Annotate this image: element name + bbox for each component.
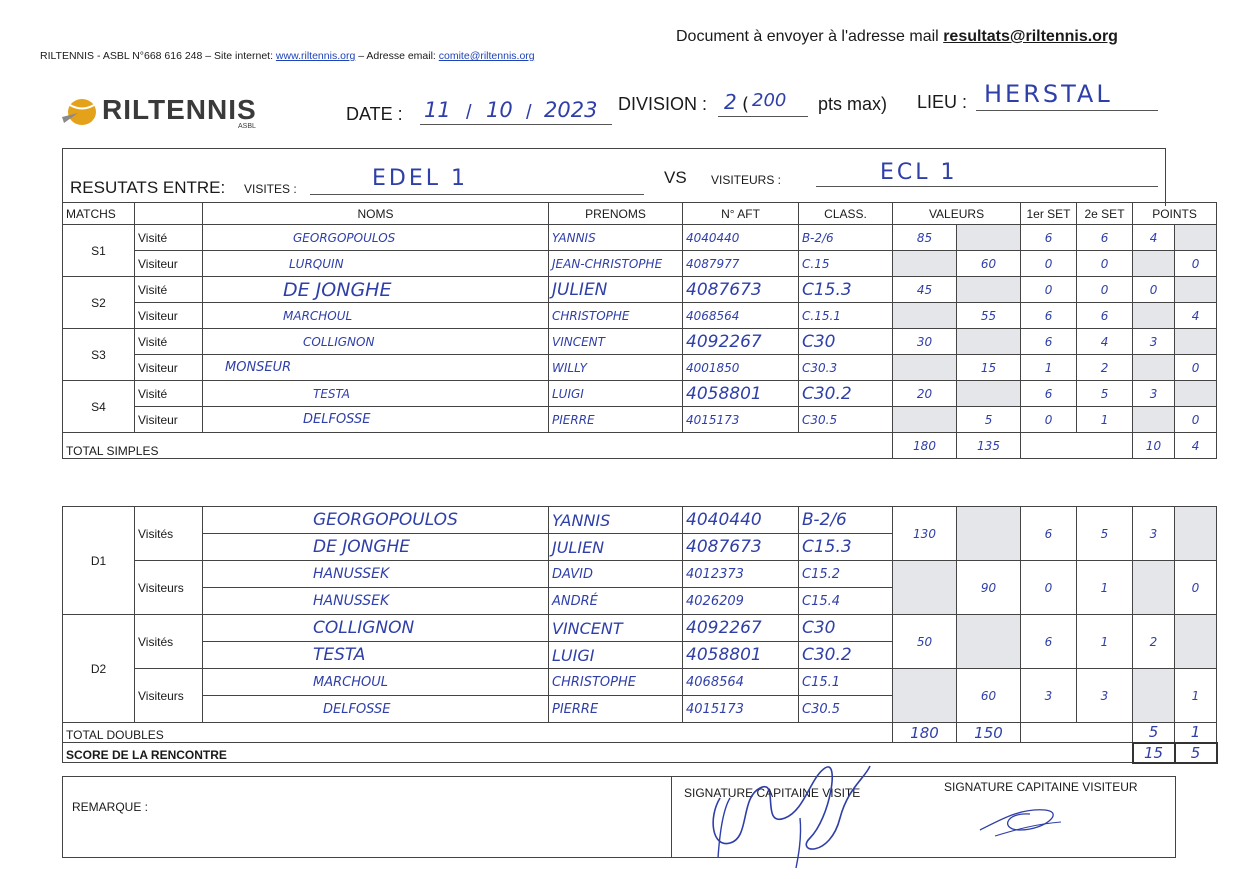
col-noms: NOMS: [203, 203, 549, 225]
player-prenom: DAVID: [549, 561, 683, 588]
player-aft: 4015173: [683, 696, 799, 723]
points-visite: 4: [1133, 225, 1175, 251]
col-prenoms: PRENOMS: [549, 203, 683, 225]
division-label: DIVISION :: [618, 94, 708, 114]
set2-score: 5: [1077, 381, 1133, 407]
set2-score: 1: [1077, 561, 1133, 615]
player-aft: 4012373: [683, 561, 799, 588]
set2-score: 4: [1077, 329, 1133, 355]
player-prenom: LUIGI: [549, 381, 683, 407]
visites-underline: [310, 194, 644, 195]
points-visite-empty: [1133, 303, 1175, 329]
points-visite: 3: [1133, 507, 1175, 561]
points-visiteur: 1: [1175, 669, 1217, 723]
player-aft: 4087673: [683, 277, 799, 303]
total-doubles-pts-visite: 5: [1133, 723, 1175, 743]
match-id: S3: [63, 329, 135, 381]
visiteurs-underline: [816, 186, 1158, 187]
player-aft: 4087673: [683, 534, 799, 561]
doubles-table: [62, 506, 1218, 764]
table-row: [63, 277, 1217, 303]
player-prenom: YANNIS: [549, 225, 683, 251]
points-visite-empty: [1133, 355, 1175, 381]
valeur-visite-empty: [893, 407, 957, 433]
player-aft: 4040440: [683, 507, 799, 534]
role-label: Visité: [135, 381, 203, 407]
set2-score: 1: [1077, 615, 1133, 669]
set1-score: 1: [1021, 355, 1077, 381]
date-year: 2023: [544, 98, 598, 122]
date-day: 11: [424, 98, 451, 122]
valeur-visite: 130: [893, 507, 957, 561]
sig-visiteur-label: SIGNATURE CAPITAINE VISITEUR: [944, 780, 1138, 794]
visiteurs-label: VISITEURS :: [711, 173, 782, 187]
pts-max-value: 200: [752, 90, 787, 111]
player-nom: MARCHOUL: [203, 669, 549, 696]
table-row: [63, 355, 1217, 381]
points-visiteur-empty: [1175, 225, 1217, 251]
pts-open-paren: (: [742, 94, 750, 115]
role-label: Visiteur: [135, 303, 203, 329]
player-class: C30.2: [799, 381, 893, 407]
player-prenom: LUIGI: [549, 642, 683, 669]
col-aft: N° AFT: [683, 203, 799, 225]
player-aft: 4058801: [683, 642, 799, 669]
results-email: resultats@riltennis.org: [943, 28, 1118, 45]
player-nom: GEORGOPOULOS: [203, 507, 549, 534]
player-aft: 4068564: [683, 669, 799, 696]
send-to-line: [676, 28, 1118, 46]
singles-header-row: [63, 203, 1217, 225]
table-row: [63, 407, 1217, 433]
tennis-ball-logo-icon: [60, 95, 100, 129]
player-class: C30.5: [799, 696, 893, 723]
player-nom: LURQUIN: [203, 251, 549, 277]
player-class: C15.3: [799, 277, 893, 303]
player-prenom: CHRISTOPHE: [549, 303, 683, 329]
player-prenom: JEAN-CHRISTOPHE: [549, 251, 683, 277]
match-id: D1: [63, 507, 135, 615]
set1-score: 6: [1021, 329, 1077, 355]
table-row: [63, 225, 1217, 251]
date-separator-1: /: [466, 102, 472, 124]
player-class: C15.2: [799, 561, 893, 588]
logo-text: RILTENNIS: [102, 94, 257, 125]
points-visiteur: 0: [1175, 355, 1217, 381]
player-class: C30.2: [799, 642, 893, 669]
points-visiteur-empty: [1175, 381, 1217, 407]
total-simples-label: TOTAL SIMPLES: [63, 433, 893, 459]
lieu-label: LIEU :: [917, 92, 968, 112]
set1-score: 6: [1021, 615, 1077, 669]
total-simples-pts-visiteur: 4: [1175, 433, 1217, 459]
player-prenom: VINCENT: [549, 329, 683, 355]
vs-label: VS: [664, 168, 687, 187]
role-label: Visiteurs: [135, 669, 203, 723]
set2-score: 0: [1077, 277, 1133, 303]
set1-score: 6: [1021, 225, 1077, 251]
table-row: [63, 251, 1217, 277]
remarque-label: REMARQUE :: [72, 800, 149, 814]
player-class: C30: [799, 615, 893, 642]
points-visite: 3: [1133, 381, 1175, 407]
org-info-mid: – Adresse email:: [355, 50, 439, 62]
match-id: S1: [63, 225, 135, 277]
table-row: [63, 615, 1217, 642]
player-prenom: PIERRE: [549, 407, 683, 433]
total-doubles-val-visite: 180: [893, 723, 957, 743]
set2-score: 2: [1077, 355, 1133, 381]
points-visite-empty: [1133, 561, 1175, 615]
col-class: CLASS.: [799, 203, 893, 225]
valeur-visite-empty: [893, 669, 957, 723]
player-prenom: WILLY: [549, 355, 683, 381]
player-class: C.15.1: [799, 303, 893, 329]
player-nom: DELFOSSE: [203, 696, 549, 723]
player-prenom: YANNIS: [549, 507, 683, 534]
date-underline: [420, 124, 612, 125]
valeur-visiteur-empty: [957, 329, 1021, 355]
valeur-visite: 20: [893, 381, 957, 407]
points-visiteur-empty: [1175, 507, 1217, 561]
points-visite-empty: [1133, 251, 1175, 277]
date-month: 10: [486, 98, 513, 122]
match-id: S4: [63, 381, 135, 433]
total-simples-val-visite: 180: [893, 433, 957, 459]
teams-header-box: [62, 148, 1166, 206]
player-class: C15.1: [799, 669, 893, 696]
player-nom: COLLIGNON: [203, 615, 549, 642]
player-class: C30: [799, 329, 893, 355]
valeur-visite: 45: [893, 277, 957, 303]
date-label: DATE :: [346, 104, 403, 124]
player-nom: COLLIGNON: [203, 329, 549, 355]
player-nom: DE JONGHE: [203, 277, 549, 303]
player-prenom: PIERRE: [549, 696, 683, 723]
player-aft: 4068564: [683, 303, 799, 329]
total-simples-row: [63, 433, 1217, 459]
valeur-visiteur-empty: [957, 381, 1021, 407]
valeur-visiteur-empty: [957, 615, 1021, 669]
valeur-visite-empty: [893, 303, 957, 329]
player-nom: HANUSSEK: [203, 588, 549, 615]
points-visiteur: 0: [1175, 407, 1217, 433]
valeur-visiteur: 60: [957, 251, 1021, 277]
col-set1: 1er SET: [1021, 203, 1077, 225]
division-value: 2: [724, 90, 737, 114]
role-label: Visiteur: [135, 251, 203, 277]
player-prenom: JULIEN: [549, 534, 683, 561]
valeur-visiteur-empty: [957, 277, 1021, 303]
total-doubles-row: [63, 723, 1217, 743]
points-visiteur: 0: [1175, 561, 1217, 615]
role-label: Visiteur: [135, 355, 203, 381]
points-visite: 3: [1133, 329, 1175, 355]
set1-score: 6: [1021, 303, 1077, 329]
send-to-text: Document à envoyer à l'adresse mail: [676, 28, 944, 45]
role-label: Visités: [135, 615, 203, 669]
org-info-text: RILTENNIS - ASBL N°668 616 248 – Site internet:: [40, 50, 276, 62]
set1-score: 6: [1021, 507, 1077, 561]
col-role: [135, 203, 203, 225]
points-visiteur: 0: [1175, 251, 1217, 277]
role-label: Visité: [135, 277, 203, 303]
set1-score: 0: [1021, 251, 1077, 277]
valeur-visiteur: 60: [957, 669, 1021, 723]
role-label: Visité: [135, 329, 203, 355]
set1-score: 0: [1021, 277, 1077, 303]
points-visiteur: 4: [1175, 303, 1217, 329]
table-row: [63, 507, 1217, 534]
table-row: [63, 303, 1217, 329]
valeur-visite: 50: [893, 615, 957, 669]
col-points: POINTS: [1133, 203, 1217, 225]
singles-table: [62, 202, 1217, 459]
role-label: Visité: [135, 225, 203, 251]
visiteurs-team-value: ECL 1: [880, 160, 958, 185]
set1-score: 0: [1021, 407, 1077, 433]
teams-label: RESUTATS ENTRE:: [70, 178, 226, 197]
player-class: C.15: [799, 251, 893, 277]
player-class: C15.4: [799, 588, 893, 615]
match-id: S2: [63, 277, 135, 329]
riltennis-logo: [60, 93, 280, 133]
valeur-visiteur-empty: [957, 507, 1021, 561]
signature-visiteur-image: [975, 800, 1065, 840]
col-set2: 2e SET: [1077, 203, 1133, 225]
visites-team-value: EDEL 1: [372, 166, 468, 191]
division-underline: [718, 116, 808, 117]
points-visiteur-empty: [1175, 277, 1217, 303]
role-label: Visiteur: [135, 407, 203, 433]
points-visite-empty: [1133, 669, 1175, 723]
visites-label: VISITES :: [244, 182, 297, 196]
player-class: C15.3: [799, 534, 893, 561]
points-visiteur-empty: [1175, 329, 1217, 355]
player-prenom: JULIEN: [549, 277, 683, 303]
score-visite: 15: [1133, 743, 1175, 763]
set1-score: 6: [1021, 381, 1077, 407]
valeur-visiteur-empty: [957, 225, 1021, 251]
player-class: C30.3: [799, 355, 893, 381]
total-simples-val-visiteur: 135: [957, 433, 1021, 459]
col-valeurs: VALEURS: [893, 203, 1021, 225]
set2-score: 6: [1077, 225, 1133, 251]
lieu-value: HERSTAL: [984, 80, 1113, 108]
valeur-visiteur: 90: [957, 561, 1021, 615]
score-label: SCORE DE LA RENCONTRE: [63, 743, 1133, 763]
role-label: Visités: [135, 507, 203, 561]
score-row: [63, 743, 1217, 763]
total-doubles-pts-visiteur: 1: [1175, 723, 1217, 743]
player-nom: DE JONGHE: [203, 534, 549, 561]
player-class: B-2/6: [799, 507, 893, 534]
player-nom: DELFOSSE: [203, 407, 549, 433]
valeur-visite: 30: [893, 329, 957, 355]
player-prenom: CHRISTOPHE: [549, 669, 683, 696]
logo-subtext: ASBL: [238, 123, 256, 130]
set2-score: 3: [1077, 669, 1133, 723]
set2-score: 1: [1077, 407, 1133, 433]
valeur-visiteur: 15: [957, 355, 1021, 381]
player-class: B-2/6: [799, 225, 893, 251]
set2-score: 6: [1077, 303, 1133, 329]
total-simples-pts-visite: 10: [1133, 433, 1175, 459]
table-row: [63, 669, 1217, 696]
player-prenom: VINCENT: [549, 615, 683, 642]
player-aft: 4058801: [683, 381, 799, 407]
player-nom: HANUSSEK: [203, 561, 549, 588]
match-id: D2: [63, 615, 135, 723]
website-link[interactable]: www.riltennis.org: [275, 50, 356, 62]
valeur-visite-empty: [893, 355, 957, 381]
player-nom: MONSEUR: [203, 355, 549, 381]
signature-visite-image: [690, 758, 890, 870]
committee-email-link[interactable]: comite@riltennis.org: [438, 50, 535, 62]
table-row: [63, 381, 1217, 407]
points-visite: 0: [1133, 277, 1175, 303]
player-aft: 4092267: [683, 615, 799, 642]
valeur-visite-empty: [893, 561, 957, 615]
total-simples-blank: [1021, 433, 1133, 459]
player-aft: 4040440: [683, 225, 799, 251]
player-aft: 4015173: [683, 407, 799, 433]
valeur-visiteur: 5: [957, 407, 1021, 433]
set2-score: 5: [1077, 507, 1133, 561]
col-matchs: MATCHS: [63, 203, 135, 225]
date-separator-2: /: [526, 102, 532, 124]
player-nom: TESTA: [203, 381, 549, 407]
org-info-line: [40, 50, 535, 62]
total-doubles-label: TOTAL DOUBLES: [63, 723, 893, 743]
valeur-visiteur: 55: [957, 303, 1021, 329]
points-visite: 2: [1133, 615, 1175, 669]
table-row: [63, 561, 1217, 588]
set2-score: 0: [1077, 251, 1133, 277]
table-row: [63, 329, 1217, 355]
player-aft: 4001850: [683, 355, 799, 381]
player-aft: 4026209: [683, 588, 799, 615]
player-aft: 4092267: [683, 329, 799, 355]
pts-max-label: pts max): [818, 94, 888, 114]
sig-visite-label: SIGNATURE CAPITAINE VISITE: [684, 786, 861, 800]
score-visiteur: 5: [1175, 743, 1217, 763]
points-visite-empty: [1133, 407, 1175, 433]
set1-score: 0: [1021, 561, 1077, 615]
role-label: Visiteurs: [135, 561, 203, 615]
valeur-visite: 85: [893, 225, 957, 251]
player-class: C30.5: [799, 407, 893, 433]
set1-score: 3: [1021, 669, 1077, 723]
total-doubles-blank: [1021, 723, 1133, 743]
total-doubles-val-visiteur: 150: [957, 723, 1021, 743]
lieu-underline: [976, 110, 1158, 111]
footer-divider: [671, 777, 672, 857]
valeur-visite-empty: [893, 251, 957, 277]
points-visiteur-empty: [1175, 615, 1217, 669]
player-aft: 4087977: [683, 251, 799, 277]
player-nom: TESTA: [203, 642, 549, 669]
player-nom: GEORGOPOULOS: [203, 225, 549, 251]
player-nom: MARCHOUL: [203, 303, 549, 329]
player-prenom: ANDRÉ: [549, 588, 683, 615]
